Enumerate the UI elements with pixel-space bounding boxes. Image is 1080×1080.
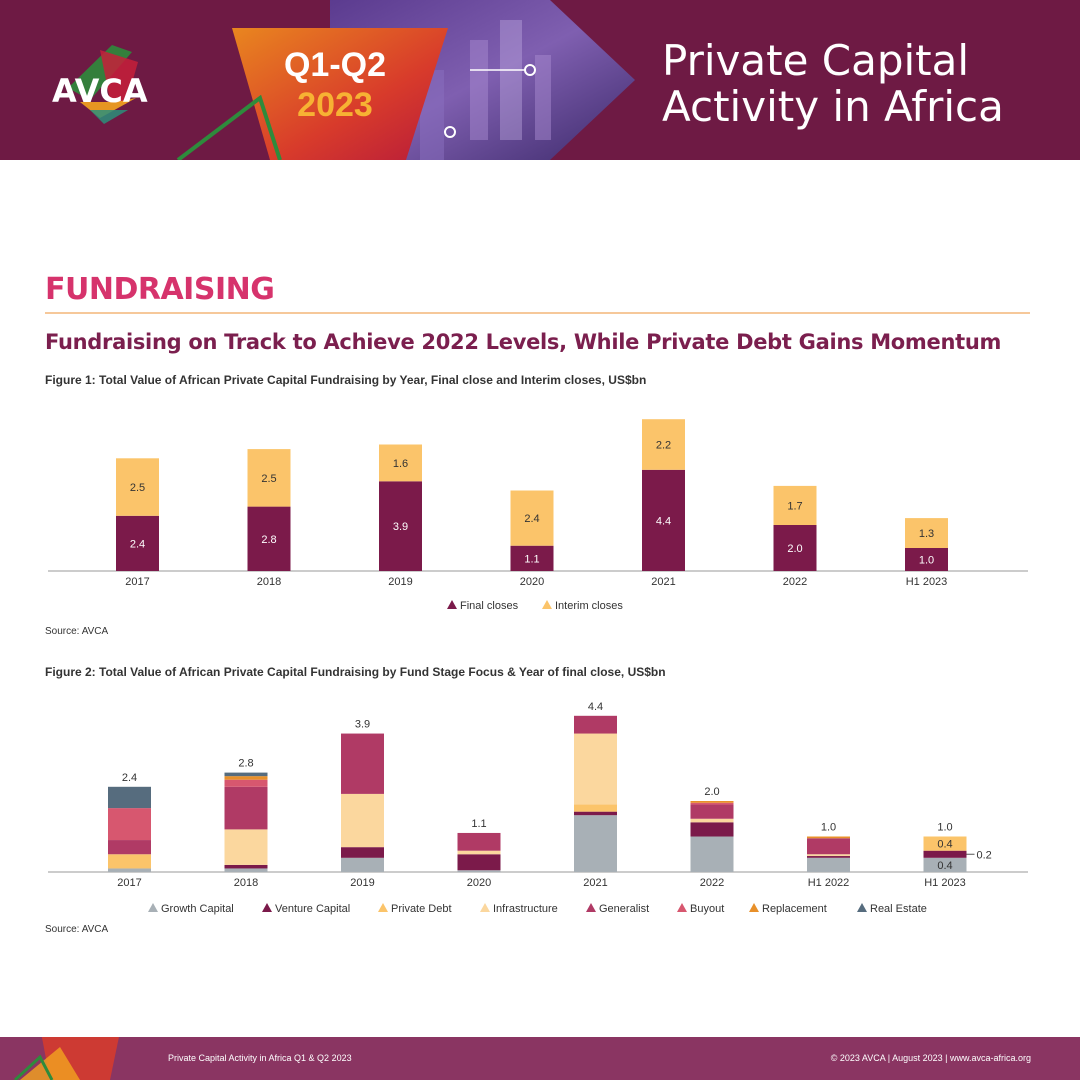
bar-generalist-2020 [458, 833, 501, 851]
bar-generalist-h1-2022 [807, 838, 850, 854]
bar-buyout-2022 [691, 803, 734, 805]
total-label-2019: 3.9 [354, 718, 371, 731]
x-tick-2018: 2018 [256, 576, 282, 588]
x-tick-2017: 2017 [117, 877, 142, 889]
bar-venture-capital-h1-2022 [807, 856, 850, 858]
x-tick-2022: 2022 [699, 877, 725, 889]
total-label-2020: 1.1 [471, 817, 487, 830]
bar-growth-capital-2022 [691, 837, 734, 873]
bar-venture-capital-h1-2023 [924, 851, 967, 858]
bar-growth-capital-2021 [574, 815, 617, 872]
bar-generalist-2019 [341, 734, 384, 794]
bar-growth-capital-2018 [225, 868, 268, 872]
section-divider [45, 312, 1030, 314]
figure2-chart [0, 680, 1080, 920]
bar-growth-capital-2020 [458, 870, 501, 872]
avca-logo [40, 40, 170, 130]
legend-marker-private-debt [378, 903, 388, 912]
period-line2: 2023 [297, 86, 373, 124]
bar-generalist-2017 [108, 840, 151, 854]
total-label-h1-2023: 1.0 [937, 821, 953, 834]
figure1-source: Source: AVCA [45, 626, 109, 637]
data-label-final-closes-2019: 3.9 [392, 521, 409, 534]
bar-infrastructure-2018 [225, 829, 268, 865]
total-label-2017: 2.4 [121, 771, 138, 784]
bar-private-debt-2017 [108, 854, 151, 868]
data-label-interim-closes-2022: 1.7 [787, 500, 803, 513]
annotation-label-private-debt: 0.4 [937, 838, 953, 851]
x-tick-h1-2022: H1 2022 [807, 877, 850, 889]
figure1-chart [0, 395, 1080, 620]
bar-replacement-2022 [691, 801, 734, 803]
footer-copyright: © 2023 AVCA | August 2023 | www.avca-africa.org [830, 1053, 1031, 1063]
bar-venture-capital-2022 [691, 822, 734, 836]
legend-marker-replacement [749, 903, 759, 912]
period-line1: Q1-Q2 [283, 46, 387, 84]
legend-label-replacement: Replacement [762, 903, 827, 915]
bar-venture-capital-2019 [341, 847, 384, 858]
x-tick-2018: 2018 [233, 877, 259, 889]
report-title-line1: Private Capital [662, 36, 970, 85]
figure2-source: Source: AVCA [45, 924, 109, 935]
data-label-final-closes-2017: 2.4 [129, 538, 146, 551]
legend-marker-venture-capital [262, 903, 272, 912]
legend-marker-final-closes [447, 600, 457, 609]
x-tick-h1-2023: H1 2023 [905, 576, 948, 588]
legend-marker-buyout [677, 903, 687, 912]
bar-real-estate-2017 [108, 787, 151, 808]
bar-buyout-2017 [108, 808, 151, 840]
header-banner [0, 0, 1080, 160]
x-tick-2020: 2020 [519, 576, 545, 588]
bar-venture-capital-2018 [225, 865, 268, 869]
data-label-interim-closes-2020: 2.4 [524, 513, 540, 526]
total-label-h1-2022: 1.0 [820, 821, 837, 834]
bar-growth-capital-h1-2022 [807, 858, 850, 872]
legend-label-buyout: Buyout [690, 903, 725, 915]
bar-infrastructure-h1-2022 [807, 854, 850, 856]
legend-label-infrastructure: Infrastructure [493, 903, 558, 915]
report-title-line2: Activity in Africa [662, 82, 1004, 131]
data-label-interim-closes-2021: 2.2 [655, 439, 672, 452]
bar-infrastructure-2019 [341, 794, 384, 847]
bar-replacement-2018 [225, 776, 268, 780]
bar-infrastructure-2021 [574, 734, 617, 805]
legend-marker-infrastructure [480, 903, 490, 912]
x-tick-2021: 2021 [651, 576, 676, 588]
section-title: FUNDRAISING [45, 272, 275, 307]
period-tag [235, 26, 445, 126]
bar-infrastructure-2020 [458, 851, 501, 855]
total-label-2021: 4.4 [587, 700, 604, 713]
annotation-label-venture-capital: 0.2 [976, 849, 992, 862]
x-tick-2019: 2019 [350, 877, 375, 889]
legend-marker-interim-closes [542, 600, 552, 609]
data-label-interim-closes-2018: 2.5 [261, 472, 277, 485]
x-tick-2022: 2022 [782, 576, 808, 588]
bar-growth-capital-2017 [108, 868, 151, 872]
bar-infrastructure-2022 [691, 819, 734, 823]
figure1-title: Figure 1: Total Value of African Private Capital Fundraising by Year, Final close and Interim closes, US$bn [45, 373, 647, 387]
legend-label-final-closes: Final closes [460, 600, 519, 612]
bar-growth-capital-2019 [341, 858, 384, 872]
footer-logo-icon [0, 1037, 140, 1080]
footer-report-name: Private Capital Activity in Africa Q1 & Q2 2023 [168, 1053, 352, 1063]
x-tick-2020: 2020 [466, 877, 492, 889]
bar-venture-capital-2020 [458, 854, 501, 870]
legend-label-private-debt: Private Debt [391, 903, 452, 915]
section-subtitle: Fundraising on Track to Achieve 2022 Levels, While Private Debt Gains Momentum [45, 330, 1002, 354]
data-label-final-closes-2018: 2.8 [261, 533, 277, 546]
legend-marker-generalist [586, 903, 596, 912]
total-label-2022: 2.0 [704, 786, 720, 798]
data-label-interim-closes-2019: 1.6 [392, 457, 409, 470]
data-label-final-closes-2020: 1.1 [524, 553, 540, 566]
total-label-2018: 2.8 [238, 757, 254, 770]
bar-venture-capital-2021 [574, 812, 617, 816]
data-label-final-closes-2022: 2.0 [787, 543, 803, 555]
logo-text: AVCA [52, 72, 148, 110]
report-title [662, 38, 1062, 130]
bar-private-debt-2021 [574, 805, 617, 812]
data-label-final-closes-2021: 4.4 [655, 515, 672, 528]
bar-generalist-2018 [225, 787, 268, 830]
legend-label-interim-closes: Interim closes [555, 600, 623, 612]
legend-marker-real-estate [857, 903, 867, 912]
bar-generalist-2022 [691, 805, 734, 819]
footer [0, 1037, 1080, 1080]
x-tick-2021: 2021 [583, 877, 608, 889]
x-tick-2019: 2019 [388, 576, 413, 588]
data-label-interim-closes-h1-2023: 1.3 [918, 528, 935, 541]
data-label-final-closes-h1-2023: 1.0 [918, 554, 935, 567]
legend-label-venture-capital: Venture Capital [275, 903, 351, 915]
bar-buyout-2018 [225, 780, 268, 787]
legend-label-growth-capital: Growth Capital [161, 903, 234, 915]
x-tick-2017: 2017 [125, 576, 150, 588]
x-tick-h1-2023: H1 2023 [924, 877, 966, 889]
annotation-label-growth-capital: 0.4 [937, 859, 953, 872]
legend-marker-growth-capital [148, 903, 158, 912]
bar-replacement-h1-2022 [807, 837, 850, 839]
legend-label-real-estate: Real Estate [870, 903, 927, 915]
bar-real-estate-2018 [225, 773, 268, 777]
data-label-interim-closes-2017: 2.5 [129, 482, 146, 495]
legend-label-generalist: Generalist [599, 903, 650, 915]
figure2-title: Figure 2: Total Value of African Private Capital Fundraising by Fund Stage Focus & Year of final close, US$bn [45, 665, 666, 679]
bar-generalist-2021 [574, 716, 617, 734]
